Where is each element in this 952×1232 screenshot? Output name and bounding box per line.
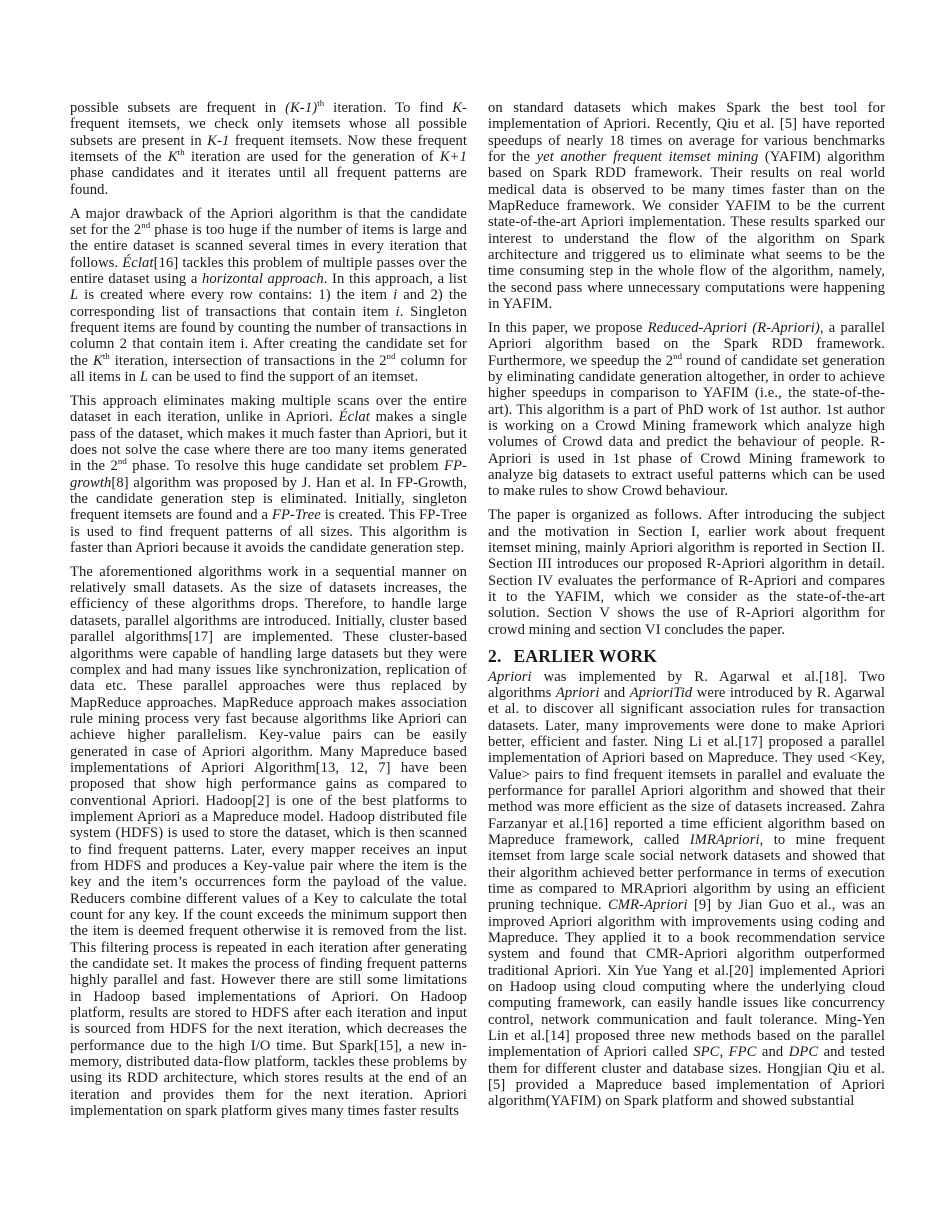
italic-run: L xyxy=(139,369,149,385)
text-run: A major drawback of the Apriori algorithm is that the candidate set for the 2 xyxy=(70,205,467,238)
italic-run: DPC xyxy=(788,1044,819,1061)
text-run: [8] algorithm was proposed by J. Han et al. In FP-Growth, the candidate generation step is eliminated. Initially, singleton frequent itemsets are found and a xyxy=(70,474,467,524)
text-run: iteration are used for the generation of xyxy=(184,149,440,166)
text-run: phase. To resolve this huge candidate set problem xyxy=(126,458,444,475)
text-run: iteration. To find xyxy=(324,100,453,116)
paragraph xyxy=(70,564,467,1120)
text-run: were introduced by R. Agarwal et al. to discover all significant association rules for transaction datasets. Later, many improvements were done to make Apriori better, efficient and faster. Ning Li et al.[17] proposed a parallel implementation of Apriori based on Mapreduce. They used <Key, Value> pairs to find frequent itemsets in parallel and evaluate the performance for parallel Apriori algorithm and showed that their method was more efficient as the size of datasets increased. Zahra Farzanyar et al.[16] reported a time efficient algorithm based on Mapreduce framework, called xyxy=(488,684,885,848)
italic-run: horizontal approach xyxy=(201,270,324,287)
italic-run: K xyxy=(92,352,103,369)
paragraph xyxy=(488,100,885,312)
italic-run: i xyxy=(393,287,398,304)
italic-run: AprioriTid xyxy=(629,684,693,701)
italic-run: Éclat xyxy=(122,254,154,271)
paragraph xyxy=(70,393,467,556)
paragraph xyxy=(70,100,467,198)
superscript-run: nd xyxy=(386,350,396,361)
italic-run: K+1 xyxy=(439,149,467,166)
text-run: phase candidates and it iterates until all frequent patterns are found. xyxy=(70,165,467,198)
section-number: 2. xyxy=(488,645,502,666)
italic-run: IMRApriori xyxy=(689,831,760,848)
text-run: possible subsets are frequent in xyxy=(70,100,286,116)
italic-run: K- xyxy=(452,100,467,116)
text-run: , a parallel Apriori algorithm based on the Spark RDD framework. Furthermore, we speedup the 2 xyxy=(488,319,885,369)
two-column-layout xyxy=(70,100,886,1119)
text-run: phase is too huge if the number of items is large and the entire dataset is scanned several times in every iteration that follows. xyxy=(70,221,467,271)
text-run: . Singleton frequent items are found by counting the number of transactions in column 2 that contain item i. After creating the candidate set for the xyxy=(70,303,468,369)
text-run: and tested them for different cluster and database sizes. Hongjian Qiu et al.[5] provided a Mapreduce based implementation of Apriori algorithm(YAFIM) on Spark platform and showed substantial xyxy=(488,1044,885,1110)
text-run: The paper is organized as follows. After introducing the subject and the motivation in Section I, earlier work about frequent itemset mining, mainly Apriori algorithm is reported in Section II. Section III introduces our proposed R-Apriori algorithm in detail. Section IV evaluates the performance of R-Apriori and compares it to the YAFIM, which we consider as the state-of-the-art solution. Section V shows the use of R-Apriori algorithm for crowd mining and section VI concludes the paper. xyxy=(488,507,885,638)
paragraph xyxy=(488,320,885,500)
text-run: (YAFIM) algorithm based on Spark RDD framework. Their results on real world medical data is observed to be many times faster than on the MapReduce framework. We consider YAFIM to be the current state-of-the-art Apriori implementation. These results sparked our interest to understand the flow of the algorithm on Spark architecture and triggered us to eliminate what seems to be the time consuming step in the whole flow of the algorithm, namely, the second pass where unnecessary computations were happening in YAFIM. xyxy=(488,149,885,313)
italic-run: L xyxy=(70,287,79,304)
text-run: can be used to find the support of an itemset. xyxy=(148,369,419,385)
column-right xyxy=(488,100,885,1119)
paragraph xyxy=(488,669,885,1110)
text-run: The aforementioned algorithms work in a sequential manner on relatively small datasets. As the size of datasets increases, the efficiency of these algorithms drops. Therefore, to handle large datasets, parallel algorithms are introduced. Initially, cluster based parallel algorithms[17] are implemented. These cluster-based algorithms were capable of handling large datasets but they were complex and had many issues like synchronization, replication of data etc. These parallel approaches were thus replaced by MapReduce approaches. MapReduce approach makes association rule mining process very fast because algorithms like Apriori can achieve higher parallelism. Key-value pairs can be easily generated in case of Apriori algorithm. Many Mapreduce based implementations of Apriori Algorithm[13, 12, 7] have been proposed that show high performance gains as compared to conventional Apriori. Hadoop[2] is one of the best platforms to implement Apriori as a Mapreduce model. Hadoop distributed file system (HDFS) is used to store the dataset, which is then scanned to find frequent patterns. Later, every mapper receives an input from HDFS and produces a Key-value pair where the item is the key and the item’s occurrences form the payload of the value. Reducers combine different values of a Key to calculate the total count for any key. If the count exceeds the minimum support then the item is deemed frequent otherwise it is removed from the list. This filtering process is repeated in each iteration after generating the candidate set. It makes the process of finding frequent patterns highly parallel and fast. However there are still some limitations in Hadoop based implementations of Apriori. On Hadoop platform, results are stored to HDFS after each iteration and input is sourced from HDFS for the next iteration, which decreases the performance due to the high I/O time. But Spark[15], a new in-memory, distributed data-flow platform, tackles these problems by using its RDD architecture, which stores results at the end of an iteration and provides them for the next iteration. Apriori implementation on spark platform gives many times faster results xyxy=(70,563,467,1120)
italic-run: K xyxy=(167,149,178,166)
text-run: frequent itemsets, we check only itemsets whose all possible subsets are present in xyxy=(70,116,467,149)
section-heading xyxy=(488,646,885,666)
text-run: , to mine frequent itemset from large scale social network datasets and showed that their algorithm achieved better performance in terms of execution time as compared to MRApriori algorithm by using an efficient pruning technique. xyxy=(488,831,886,914)
text-run: makes a single pass of the dataset, which makes it much faster than Apriori, but it does not solve the case where there are too many items generated in the 2 xyxy=(70,409,467,475)
superscript-run: nd xyxy=(673,350,683,361)
text-run: [9] by Jian Guo et al., was an improved Apriori algorithm with improvements using coding and Mapreduce. They applied it to a book recommendation service system and found that CMR-Apriori algorithm outperformed traditional Apriori. Xin Yue Yang et al.[20] implemented Apriori on Hadoop using cloud computing where the underlying cloud computing framework, can easily handle issues like concurrency control, network communication and fault tolerance. Ming-Yen Lin et al.[14] proposed three new methods based on the parallel implementation of Apriori called xyxy=(488,897,885,1061)
text-run: is created. This FP-Tree is used to find frequent patterns of all sizes. This algorithm is faster than Apriori because it avoids the candidate generation step. xyxy=(70,507,467,556)
italic-run: CMR-Apriori xyxy=(607,897,688,914)
italic-run: yet another frequent itemset mining xyxy=(536,149,759,166)
text-run: In this paper, we propose xyxy=(488,319,648,336)
text-run: [16] tackles this problem of multiple passes over the entire dataset using a xyxy=(70,254,467,287)
text-run: was implemented by R. Agarwal et al.[18]. Two algorithms xyxy=(488,668,885,701)
superscript-run: nd xyxy=(117,456,127,467)
text-run: is created where every row contains: 1) the item xyxy=(78,287,394,304)
superscript-run: th xyxy=(102,350,110,361)
italic-run: i xyxy=(395,303,400,320)
italic-run: Apriori xyxy=(488,668,532,685)
italic-run: Éclat xyxy=(338,409,370,426)
italic-run: K-1 xyxy=(207,132,230,149)
text-run: iteration, intersection of transactions in the 2 xyxy=(109,352,387,369)
italic-run: (K-1) xyxy=(285,100,318,116)
superscript-run: th xyxy=(317,98,325,109)
text-run: column for all items in xyxy=(70,352,467,385)
text-run: frequent itemsets. Now these frequent itemsets of the xyxy=(70,132,467,166)
superscript-run: th xyxy=(177,147,185,158)
italic-run: SPC, FPC xyxy=(693,1044,757,1061)
italic-run: Reduced-Apriori (R-Apriori) xyxy=(647,319,820,336)
italic-run: Apriori xyxy=(555,684,600,701)
text-run: and xyxy=(756,1044,789,1061)
italic-run: FP-Tree xyxy=(272,507,321,524)
text-run: . In this approach, a list xyxy=(323,270,467,287)
text-run: and 2) the corresponding list of transactions that contain item xyxy=(70,287,467,320)
superscript-run: nd xyxy=(141,220,151,231)
column-left xyxy=(70,100,467,1119)
paragraph xyxy=(488,507,885,638)
paragraph xyxy=(70,206,467,386)
text-run: on standard datasets which makes Spark the best tool for implementation of Apriori. Recently, Qiu et al. [5] have reported speedups of nearly 18 times on average for various benchmarks for the xyxy=(488,100,885,166)
text-run: round of candidate set generation by eliminating candidate generation altogether, in order to achieve higher speedups in comparison to YAFIM (i.e., the state-of-the-art). This algorithm is a part of PhD work of 1st author. 1st author is working on a Crowd Mining framework which analyze high volumes of Crowd data and predict the behaviour of people. R-Apriori is used in 1st phase of Crowd Mining framework to analyze big datasets to extract useful patterns which can be used to make rules to show Crowd behaviour. xyxy=(488,352,885,500)
section-title: EARLIER WORK xyxy=(513,645,658,666)
text-run: and xyxy=(599,684,630,701)
italic-run: FP-growth xyxy=(70,458,467,491)
text-run: This approach eliminates making multiple scans over the entire dataset in each iteration, unlike in Apriori. xyxy=(70,392,467,426)
